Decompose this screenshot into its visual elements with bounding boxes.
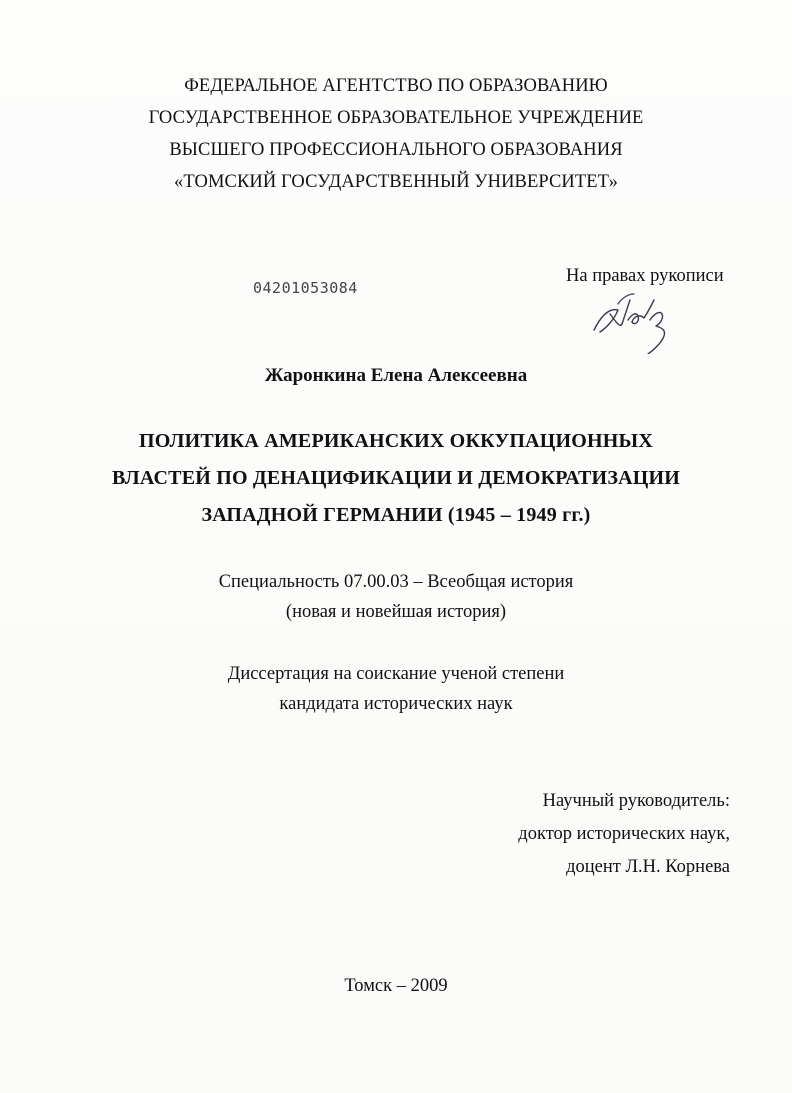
supervisor-name: доцент Л.Н. Корнева [566,857,730,877]
city-year: Томск – 2009 [344,976,448,996]
header-line-agency: ФЕДЕРАЛЬНОЕ АГЕНТСТВО ПО ОБРАЗОВАНИЮ [184,76,608,96]
handwritten-signature-icon [588,284,698,354]
title-line-3: ЗАПАДНОЙ ГЕРМАНИИ (1945 – 1949 гг.) [201,504,591,526]
degree-subline: кандидата исторических наук [279,694,513,714]
supervisor-label: Научный руководитель: [542,791,730,811]
supervisor-degree: доктор исторических наук, [518,824,730,844]
specialty-line: Специальность 07.00.03 – Всеобщая история [218,572,574,592]
degree-line: Диссертация на соискание ученой степени [227,664,565,684]
header-line-institution: ГОСУДАРСТВЕННОЕ ОБРАЗОВАТЕЛЬНОЕ УЧРЕЖДЕНИЕ [148,108,644,128]
title-line-2: ВЛАСТЕЙ ПО ДЕНАЦИФИКАЦИИ И ДЕМОКРАТИЗАЦИИ [112,467,680,489]
header-line-university: «ТОМСКИЙ ГОСУДАРСТВЕННЫЙ УНИВЕРСИТЕТ» [174,172,618,192]
stamp-number: 04201053084 [253,279,358,297]
title-line-1: ПОЛИТИКА АМЕРИКАНСКИХ ОККУПАЦИОННЫХ [138,430,653,452]
author-name: Жаронкина Елена Алексеевна [264,365,528,386]
header-line-education-level: ВЫСШЕГО ПРОФЕССИОНАЛЬНОГО ОБРАЗОВАНИЯ [169,140,623,160]
rights-note: На правах рукописи [566,266,724,286]
specialty-subline: (новая и новейшая история) [285,602,507,622]
